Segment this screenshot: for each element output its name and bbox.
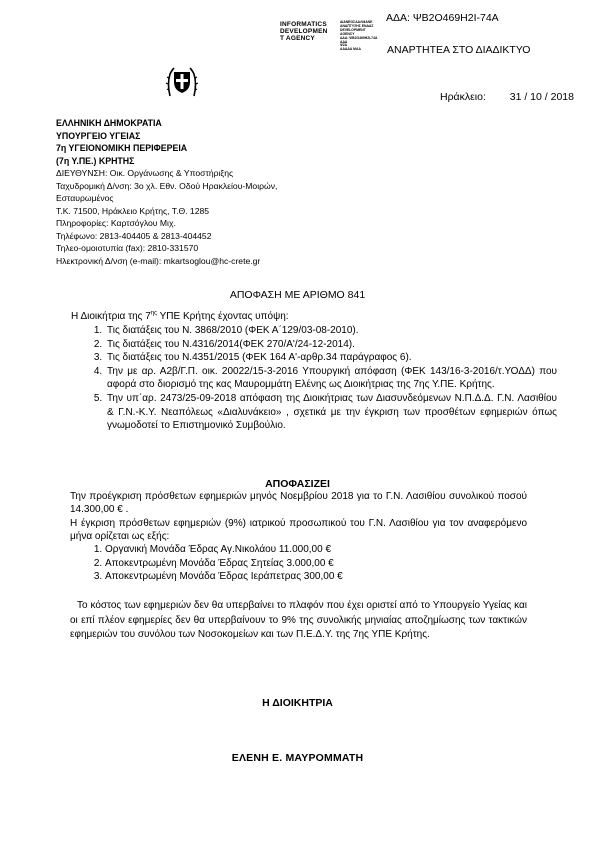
logo-left-text: INFORMATICS DEVELOPMEN T AGENCY (280, 21, 328, 43)
post-online-note: ΑΝΑΡΤΗΤΕΑ ΣΤΟ ΔΙΑΔΙΚΤΥΟ (387, 44, 531, 56)
decision-paragraph-cost: Το κόστος των εφημεριών δεν θα υπερβαίνει το πλαφόν που έχει οριστεί από το Υπουργείο Υγείας και οι επί πλέον εφημερίες δεν θα υπερβαίνουν το 9% της συνολικής μηνιαίας αποζημίωσης των τακτικών εφημεριών του συνόλου των Νοσοκομείων και των Π.Ε.Δ.Υ. της 7ης ΥΠΕ Κρήτης. (70, 600, 527, 640)
list-item: 4. Την με αρ. Α2β/Γ.Π. οικ. 20022/15-3-2016 Υπουργική απόφαση (ΦΕΚ 143/16-3-2016/τ.ΥΟΔΔ) που αφορά στο διορισμό της κας Μαυρομμάτη Ελένης ως Διοικήτριας της 7ης Υ.ΠΕ. Κρήτης. (105, 365, 557, 392)
informatics-development-agency-logo (280, 20, 380, 52)
header-address: Ταχυδρομική Δ/νση: 3ο χλ. Εθν. Οδού Ηρακλείου-Μοιρών, (56, 180, 278, 191)
decision-paragraph-approval: Η έγκριση πρόσθετων εφημεριών (9%) ιατρικού προσωπικού του Γ.Ν. Λασιθίου για τον αναφερόμενο μήνα ορίζεται ως εξής: (70, 518, 527, 542)
header-directorate: ΔΙΕΥΘΥΝΣΗ: Οικ. Οργάνωσης & Υποστήριξης (56, 168, 234, 178)
list-item: 1. Τις διατάξεις του Ν. 3868/2010 (ΦΕΚ Α΄129/03-08-2010). (105, 324, 557, 338)
signatory-role: Η ΔΙΟΙΚΗΤΡΙΑ (262, 697, 333, 709)
considerations-list (75, 324, 557, 433)
signatory-name: ΕΛΕΝΗ Ε. ΜΑΥΡΟΜΜΑΤΗ (231, 752, 364, 764)
document-date (440, 91, 574, 104)
header-postal: Τ.Κ. 71500, Ηράκλειο Κρήτης, Τ.Θ. 1285 (56, 205, 210, 216)
list-item: 2. Τις διατάξεις του Ν.4316/2014(ΦΕΚ 270/Α'/24-12-2014). (105, 338, 557, 352)
header-email: Ηλεκτρονική Δ/νση (e-mail): mkartsoglou@hc-crete.gr (56, 255, 261, 266)
decision-title: ΑΠΟΦΑΣΗ ΜΕ ΑΡΙΘΜΟ 841 (229, 289, 366, 301)
header-country: ΕΛΛΗΝΙΚΗ ΔΗΜΟΚΡΑΤΙΑ (56, 118, 162, 128)
list-item: 5. Την υπ΄αρ. 2473/25-09-2018 απόφαση της Διοικήτριας των Διασυνδεόμενων Ν.Π.Δ.Δ. Γ.Ν. Λασιθίου & Γ.Ν.-Κ.Υ. Νεαπόλεως «Διαλυνάκειο» , σχετικά με την έγκριση των προσθέτων εφημεριών όπως γνωμοδοτεί το Επιστημονικό Συμβούλιο. (105, 392, 557, 433)
considerations-intro: Η Διοικήτρια της $7^{\eta\varsigma}$ ΥΠΕ Κρήτης έχοντας υπόψη: (71, 310, 289, 322)
date-label: Ηράκλειο: (440, 91, 486, 103)
header-phone: Τηλέφωνο: 2813-404405 & 2813-404452 (56, 230, 212, 241)
list-item: 3. Τις διατάξεις του Ν.4351/2015 (ΦΕΚ 164 Α'-αρθρ.34 παράγραφος 6). (105, 351, 557, 365)
greek-coat-of-arms-icon (164, 62, 200, 98)
list-item: 2. Αποκεντρωμένη Μονάδα Έδρας Σητείας 3.000,00 € (105, 557, 343, 571)
header-info: Πληροφορίες: Καρτσόγλου Μιχ. (56, 218, 176, 228)
header-ministry: ΥΠΟΥΡΓΕΙΟ ΥΓΕΙΑΣ (56, 130, 141, 141)
decision-paragraph-preapproval: Την προέγκριση πρόσθετων εφημεριών μηνός Νοεμβρίου 2018 για το Γ.Ν. Λασιθίου συνολικού ποσού 14.300,00 € . (70, 491, 527, 515)
header-locality: Εσταυρωμένος (56, 193, 114, 203)
logo-right-text: ΔΙΑΝΕΟΣΑΑΛΜΑΝΕ ΑΝΑΠΤΥΞΗΣ ΕΝΔΑΣ DEVELOPMENT AGENCY ΔΑΑ: ΨΒ2Ο469Η2Ι-74Α ΑΔΑ Ψ2Α ΑΑΔΑΑ ΜΑΑ (340, 20, 378, 52)
issuer-header (56, 117, 356, 267)
header-fax: Τηλεο-ομοιοτυπία (fax): 2810-331570 (56, 243, 199, 253)
decides-heading: ΑΠΟΦΑΣΙΖΕΙ (265, 478, 330, 490)
date-value: 31 / 10 / 2018 (509, 91, 574, 103)
header-region-abbr: (7η Υ.ΠΕ.) ΚΡΗΤΗΣ (56, 155, 135, 166)
ada-number: ΑΔΑ: ΨΒ2Ο469Η2Ι-74Α (386, 12, 499, 24)
allocations-list (75, 543, 343, 584)
header-region: 7η ΥΓΕΙΟΝΟΜΙΚΗ ΠΕΡΙΦΕΡΕΙΑ (56, 143, 188, 153)
list-item: 1. Οργανική Μονάδα Έδρας Αγ.Νικολάου 11.000,00 € (105, 543, 343, 557)
list-item: 3. Αποκεντρωμένη Μονάδα Έδρας Ιεράπετρας 300,00 € (105, 570, 343, 584)
